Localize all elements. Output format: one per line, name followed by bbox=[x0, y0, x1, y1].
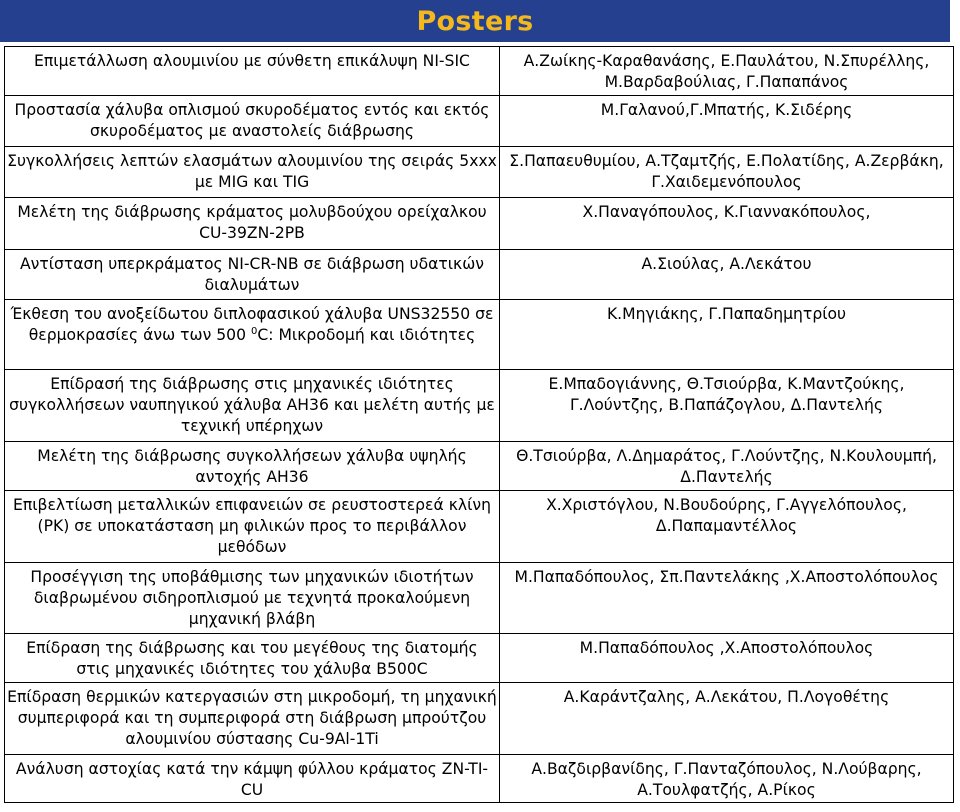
poster-authors: Α.Καράντζαλης, Α.Λεκάτου, Π.Λογοθέτης bbox=[500, 683, 954, 755]
page-header bbox=[0, 0, 960, 42]
poster-authors: Χ.Παναγόπουλος, Κ.Γιαννακόπουλος, bbox=[500, 198, 954, 250]
poster-title: Προσέγγιση της υποβάθμισης των μηχανικών ιδιοτήτων διαβρωμένου σιδηροπλισμού με τεχνητά προκαλούμενη μηχανική βλάβη bbox=[5, 563, 500, 634]
table-row bbox=[5, 370, 954, 442]
table-row bbox=[5, 47, 954, 96]
posters-table bbox=[4, 46, 954, 803]
poster-authors: Χ.Χριστόγλου, Ν.Βουδούρης, Γ.Αγγελόπουλος, Δ.Παπαμαντέλλος bbox=[500, 491, 954, 563]
poster-authors: Κ.Μηγιάκης, Γ.Παπαδημητρίου bbox=[500, 300, 954, 370]
poster-title: Επιμετάλλωση αλουμινίου με σύνθετη επικάλυψη NI-SIC bbox=[5, 47, 500, 96]
poster-title: Μελέτη της διάβρωσης κράματος μολυβδούχου ορείχαλκου CU-39ZN-2PB bbox=[5, 198, 500, 250]
poster-authors: Α.Ζωίκης-Καραθανάσης, Ε.Παυλάτου, Ν.Σπυρέλλης, Μ.Βαρδαβούλιας, Γ.Παπαπάνος bbox=[500, 47, 954, 96]
poster-title: Επιβελτίωση μεταλλικών επιφανειών σε ρευστοστερεά κλίνη (ΡΚ) σε υποκατάσταση μη φιλικών προς το περιβάλλον μεθόδων bbox=[5, 491, 500, 563]
poster-title: Επίδραση της διάβρωσης και του μεγέθους της διατομής στις μηχανικές ιδιότητες του χάλυβα B500C bbox=[5, 634, 500, 683]
poster-authors: Μ.Γαλανού,Γ.Μπατής, Κ.Σιδέρης bbox=[500, 96, 954, 147]
table-row bbox=[5, 634, 954, 683]
page-title: Posters bbox=[416, 6, 534, 37]
table-row bbox=[5, 300, 954, 370]
poster-authors: Σ.Παπαευθυμίου, Α.Τζαμτζής, Ε.Πολατίδης, Α.Ζερβάκη, Γ.Χαιδεμενόπουλος bbox=[500, 147, 954, 198]
table-row bbox=[5, 147, 954, 198]
table-row bbox=[5, 491, 954, 563]
poster-authors: Α.Σιούλας, Α.Λεκάτου bbox=[500, 250, 954, 300]
poster-title: Προστασία χάλυβα οπλισμού σκυροδέματος εντός και εκτός σκυροδέματος με αναστολείς διάβρωσης bbox=[5, 96, 500, 147]
table-row bbox=[5, 198, 954, 250]
poster-title: Αντίσταση υπερκράματος NI-CR-NB σε διάβρωση υδατικών διαλυμάτων bbox=[5, 250, 500, 300]
poster-title: Ανάλυση αστοχίας κατά την κάμψη φύλλου κράματος ZN-TI-CU bbox=[5, 755, 500, 803]
poster-authors: Ε.Μπαδογιάννης, Θ.Τσιούρβα, Κ.Μαντζούκης, Γ.Λούντζης, Β.Παπάζογλου, Δ.Παντελής bbox=[500, 370, 954, 442]
poster-title bbox=[5, 300, 500, 370]
poster-title: Επίδραση θερμικών κατεργασιών στη μικροδομή, τη μηχανική συμπεριφορά και τη συμπεριφορά στη διάβρωση μπρούτζου αλουμινίου σύστασης Cu-9Al-1Ti bbox=[5, 683, 500, 755]
degree-superscript: 0 bbox=[250, 325, 258, 337]
table-row bbox=[5, 683, 954, 755]
poster-authors: Μ.Παπαδόπουλος ,Χ.Αποστολόπουλος bbox=[500, 634, 954, 683]
poster-title: Επίδρασή της διάβρωσης στις μηχανικές ιδιότητες συγκολλήσεων ναυπηγικού χάλυβα ΑΗ36 και μελέτη αυτής με τεχνική υπέρηχων bbox=[5, 370, 500, 442]
table-row bbox=[5, 563, 954, 634]
poster-title: Συγκολλήσεις λεπτών ελασμάτων αλουμινίου της σειράς 5xxx με MIG και TIG bbox=[5, 147, 500, 198]
poster-title-text: C: Μικροδομή και ιδιότητες bbox=[257, 326, 476, 344]
table-row bbox=[5, 250, 954, 300]
table-row bbox=[5, 755, 954, 803]
table-row bbox=[5, 442, 954, 491]
poster-authors: Α.Βαζδιρβανίδης, Γ.Πανταζόπουλος, Ν.Λούβαρης, Α.Τουλφατζής, Α.Ρίκος bbox=[500, 755, 954, 803]
poster-authors: Μ.Παπαδόπουλος, Σπ.Παντελάκης ,Χ.Αποστολόπουλος bbox=[500, 563, 954, 634]
table-row bbox=[5, 96, 954, 147]
poster-authors: Θ.Τσιούρβα, Λ.Δημαράτος, Γ.Λούντζης, Ν.Κουλουμπή, Δ.Παντελής bbox=[500, 442, 954, 491]
poster-title-text: Έκθεση του ανοξείδωτου διπλοφασικού χάλυβα UNS32550 σε θερμοκρασίες άνω των 500 bbox=[10, 305, 494, 344]
poster-title: Μελέτη της διάβρωσης συγκολλήσεων χάλυβα υψηλής αντοχής AH36 bbox=[5, 442, 500, 491]
